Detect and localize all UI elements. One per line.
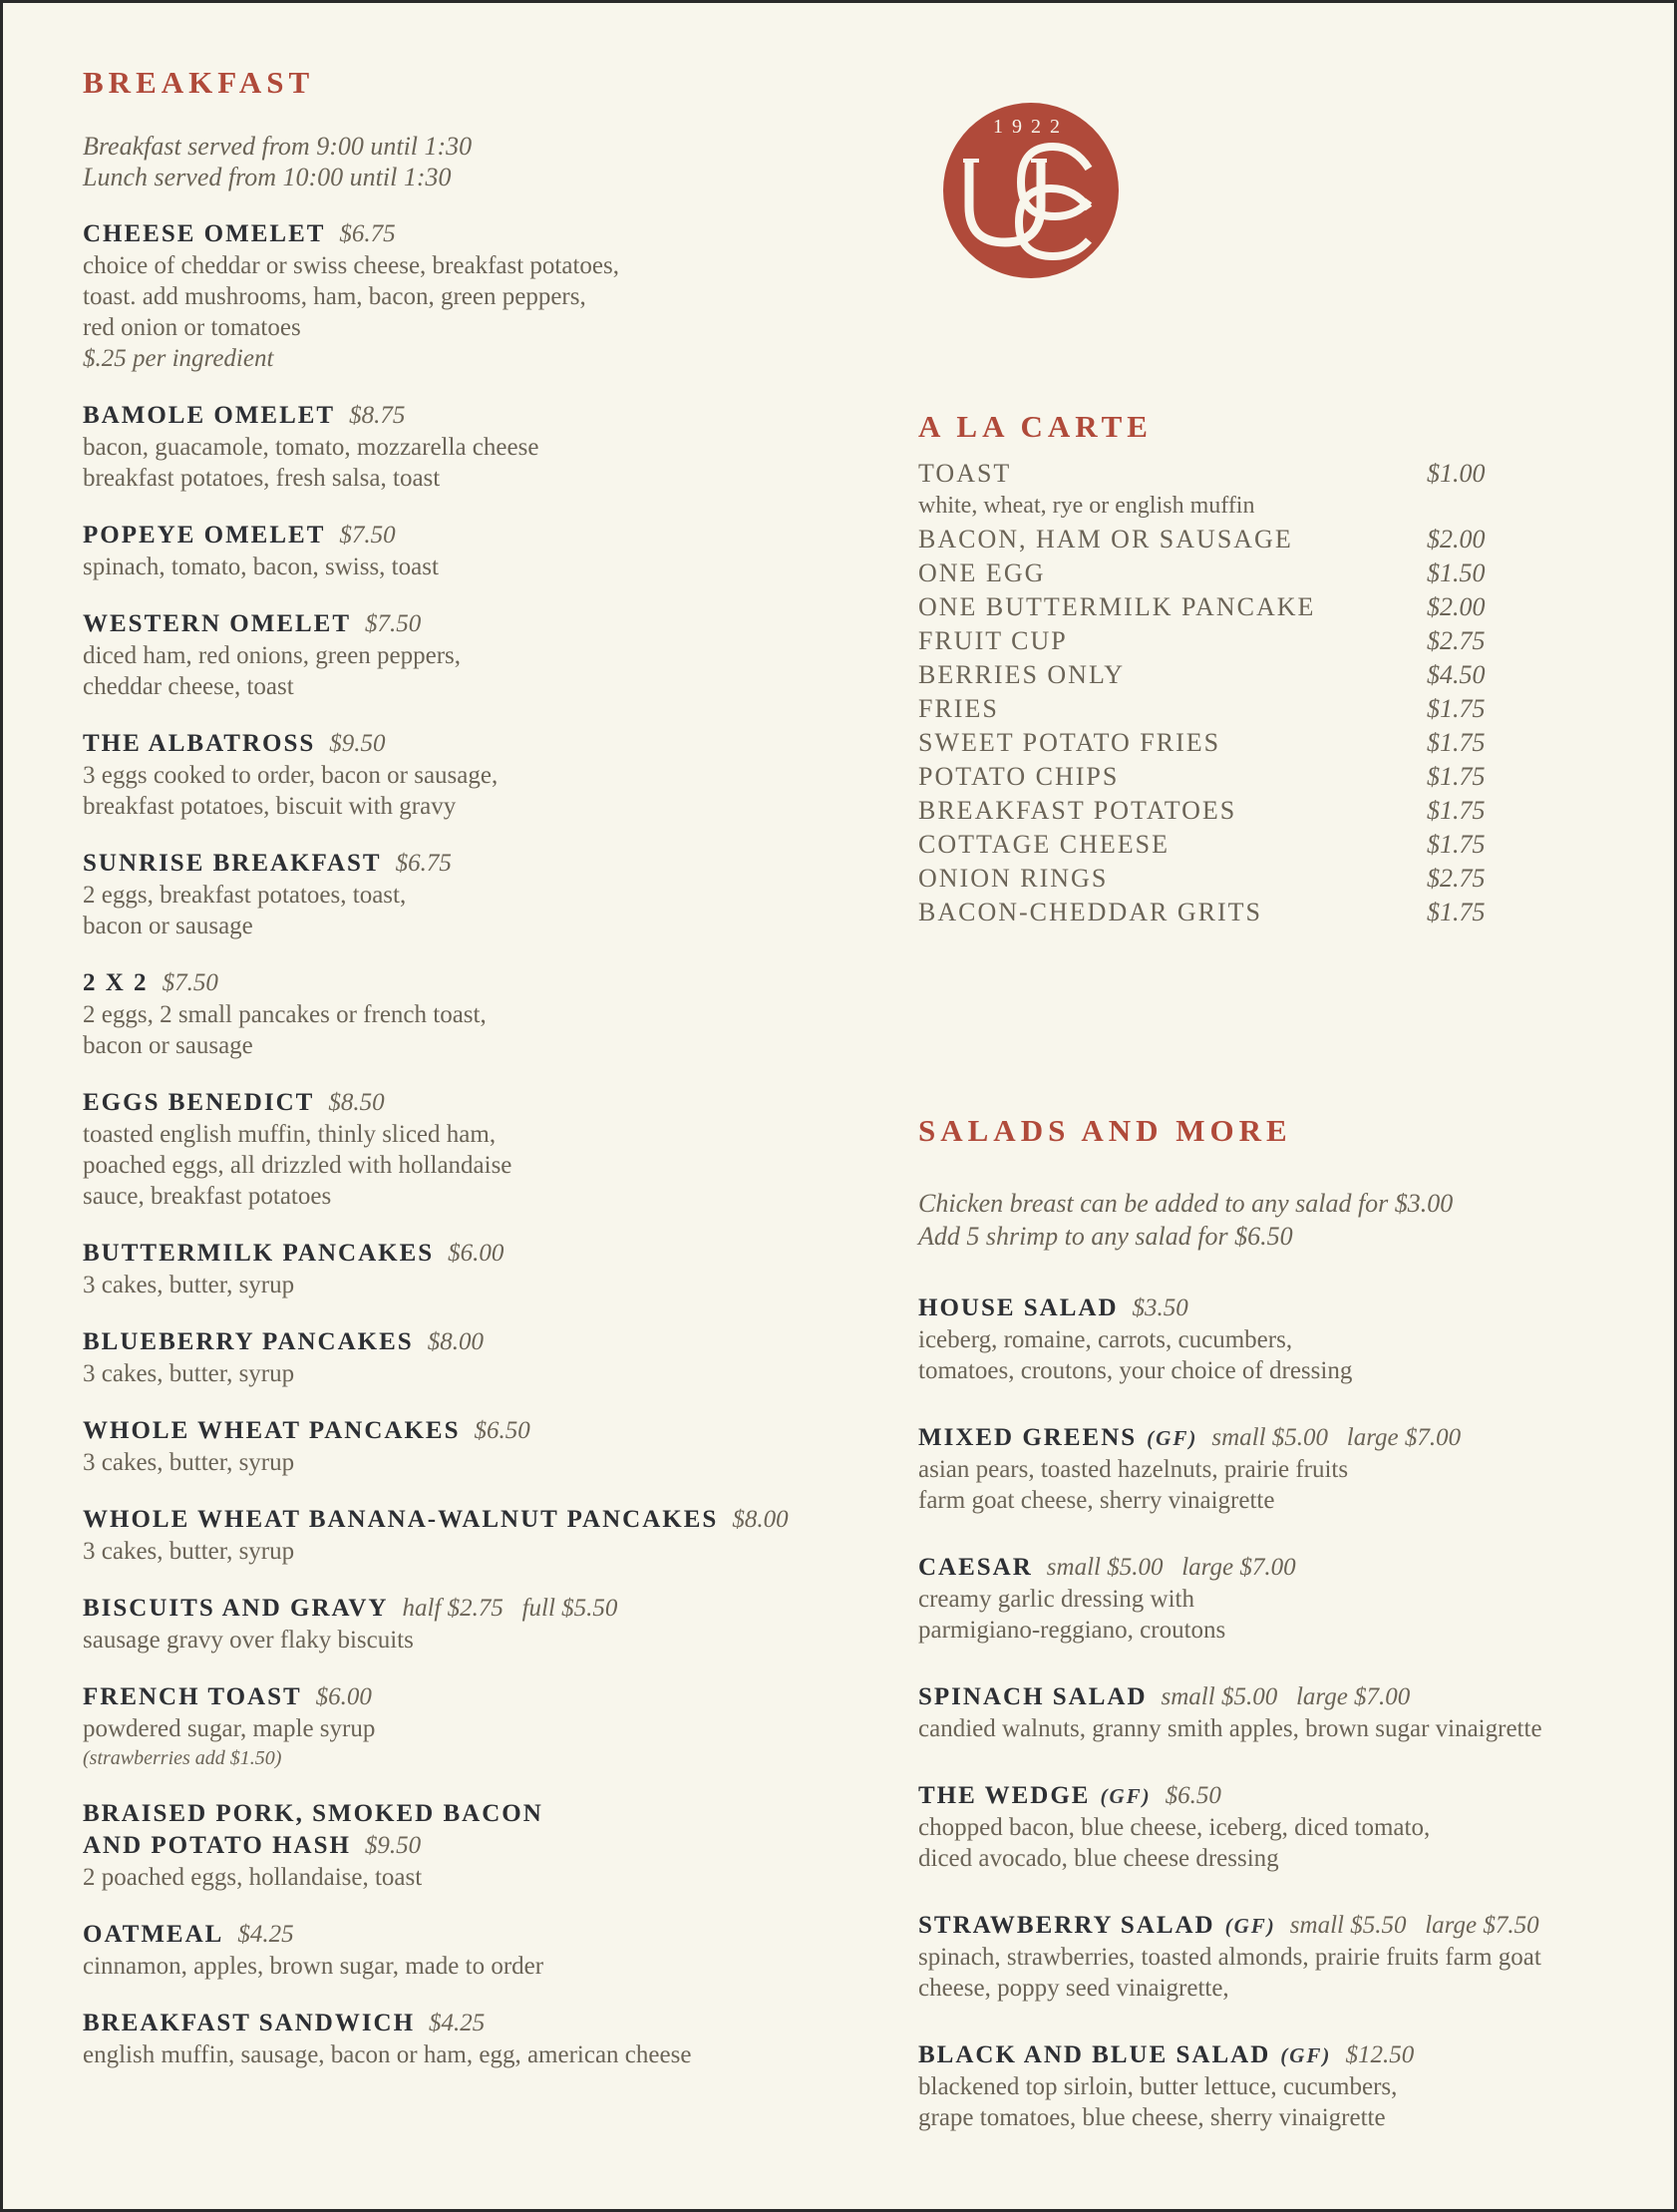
menu-item-note: $.25 per ingredient: [83, 345, 274, 372]
breakfast-hours: [83, 131, 880, 192]
menu-item-header: [83, 1504, 880, 1536]
a-la-carte-item-price: $1.50: [1427, 558, 1486, 587]
menu-item-price: small $5.00 large $7.00: [1211, 1424, 1462, 1451]
menu-item-header: [83, 400, 880, 432]
menu-item-header: [83, 1593, 880, 1625]
menu-item-name: BRAISED PORK, SMOKED BACON: [83, 1800, 543, 1827]
menu-item-description: 2 eggs, 2 small pancakes or french toast,: [83, 1001, 487, 1028]
a-la-carte-row: [918, 592, 1536, 626]
chicken-add-on-note: Chicken breast can be added to any salad for $3.00: [918, 1189, 1454, 1218]
menu-item: [83, 1798, 880, 1893]
breakfast-items: [83, 218, 880, 2070]
a-la-carte-row: [918, 558, 1536, 592]
menu-item-description: 2 poached eggs, hollandaise, toast: [83, 1864, 423, 1891]
menu-item-price: $9.50: [329, 730, 386, 757]
shrimp-add-on-note: Add 5 shrimp to any salad for $6.50: [918, 1222, 1293, 1251]
menu-item-name: EGGS BENEDICT: [83, 1089, 315, 1116]
salads-section: [918, 1113, 1636, 2133]
menu-item-description: 3 cakes, butter, syrup: [83, 1272, 295, 1298]
menu-item: [83, 1593, 880, 1656]
menu-item: [83, 967, 880, 1061]
menu-item-description: bacon or sausage: [83, 913, 253, 939]
menu-item-description: cheddar cheese, toast: [83, 673, 294, 700]
menu-item-header: [83, 218, 880, 250]
menu-item-header: [83, 1830, 880, 1862]
menu-item-price: $9.50: [364, 1832, 422, 1859]
menu-item-description: blackened top sirloin, butter lettuce, cucumbers,: [918, 2073, 1398, 2100]
menu-item-name: OATMEAL: [83, 1921, 224, 1948]
menu-item-header: [83, 848, 880, 880]
menu-item-description: breakfast potatoes, biscuit with gravy: [83, 793, 457, 820]
menu-item-price: $6.75: [395, 850, 452, 877]
a-la-carte-list: [918, 459, 1536, 931]
a-la-carte-item-name: TOAST: [918, 459, 1012, 488]
a-la-carte-item-name: FRUIT CUP: [918, 626, 1068, 655]
menu-item-description: sauce, breakfast potatoes: [83, 1183, 332, 1210]
menu-item-price: $8.50: [328, 1089, 385, 1116]
menu-item-description: chopped bacon, blue cheese, iceberg, diced tomato,: [918, 1814, 1431, 1841]
breakfast-section: [83, 65, 880, 2070]
menu-item-header: [83, 608, 880, 640]
menu-item-header: [83, 2008, 880, 2039]
menu-item-header: [918, 1422, 1636, 1454]
menu-item-header: [918, 1910, 1636, 1942]
a-la-carte-item-name: BACON-CHEDDAR GRITS: [918, 898, 1262, 926]
breakfast-hours-line: Breakfast served from 9:00 until 1:30: [83, 132, 473, 161]
a-la-carte-item-price: $2.00: [1427, 592, 1486, 621]
a-la-carte-item-price: $2.00: [1427, 525, 1486, 553]
menu-item-price: $4.25: [429, 2010, 486, 2036]
menu-item-price: half $2.75 full $5.50: [402, 1595, 618, 1622]
a-la-carte-row: [918, 626, 1536, 660]
menu-item-price: small $5.00 large $7.00: [1046, 1554, 1296, 1581]
menu-item: [918, 1910, 1636, 2004]
menu-item-description: cheese, poppy seed vinaigrette,: [918, 1975, 1229, 2002]
club-logo: [943, 103, 1119, 278]
menu-item: [918, 1681, 1636, 1744]
a-la-carte-item-price: $1.75: [1427, 762, 1486, 791]
menu-item: [83, 1919, 880, 1982]
menu-item-name: BUTTERMILK PANCAKES: [83, 1240, 435, 1267]
menu-item: [83, 1326, 880, 1389]
lunch-hours-line: Lunch served from 10:00 until 1:30: [83, 163, 452, 191]
a-la-carte-item-price: $1.75: [1427, 898, 1486, 926]
menu-item-name: BAMOLE OMELET: [83, 402, 336, 429]
menu-item-header: [83, 728, 880, 760]
menu-item-description: farm goat cheese, sherry vinaigrette: [918, 1487, 1275, 1514]
menu-item-description: creamy garlic dressing with: [918, 1586, 1194, 1613]
menu-item: [83, 608, 880, 702]
menu-item-description: 3 eggs cooked to order, bacon or sausage,: [83, 762, 499, 789]
menu-item-header: [83, 1415, 880, 1447]
menu-item-price: $7.50: [162, 969, 218, 996]
a-la-carte-item-price: $1.75: [1427, 796, 1486, 825]
menu-item-description: poached eggs, all drizzled with hollandaise: [83, 1152, 512, 1179]
menu-item-name: FRENCH TOAST: [83, 1683, 302, 1710]
salads-title: SALADS AND MORE: [918, 1113, 1292, 1148]
menu-item-name: SUNRISE BREAKFAST: [83, 850, 382, 877]
menu-item-price: $6.50: [474, 1417, 530, 1444]
menu-item-header: [83, 1238, 880, 1270]
a-la-carte-item-name: BERRIES ONLY: [918, 660, 1126, 689]
menu-item-name: THE WEDGE: [918, 1782, 1091, 1809]
menu-item-name: BLACK AND BLUE SALAD: [918, 2041, 1271, 2068]
menu-item-description: powdered sugar, maple syrup: [83, 1715, 376, 1742]
a-la-carte-row: [918, 898, 1536, 931]
menu-item-description: red onion or tomatoes: [83, 314, 301, 341]
logo-year: 1922: [993, 116, 1069, 138]
menu-item: [83, 728, 880, 822]
menu-item-price: $8.00: [427, 1328, 484, 1355]
menu-item-price: small $5.50 large $7.50: [1289, 1912, 1539, 1939]
menu-item: [83, 1087, 880, 1212]
menu-item-header: [83, 1919, 880, 1951]
a-la-carte-row: [918, 694, 1536, 728]
menu-item-description: 2 eggs, breakfast potatoes, toast,: [83, 882, 407, 909]
menu-item-name: HOUSE SALAD: [918, 1294, 1119, 1321]
menu-item-description: diced avocado, blue cheese dressing: [918, 1845, 1279, 1872]
menu-item-description: toasted english muffin, thinly sliced ham,: [83, 1121, 497, 1148]
menu-item-description: 3 cakes, butter, syrup: [83, 1538, 295, 1565]
menu-item-price: $8.75: [349, 402, 406, 429]
logo-monogram-icon: [943, 103, 1119, 278]
menu-item-description: spinach, strawberries, toasted almonds, prairie fruits farm goat: [918, 1944, 1541, 1971]
menu-item-name: STRAWBERRY SALAD: [918, 1912, 1215, 1939]
a-la-carte-row: [918, 796, 1536, 830]
a-la-carte-item-name: COTTAGE CHEESE: [918, 830, 1170, 859]
a-la-carte-item-name: FRIES: [918, 694, 999, 723]
menu-item-header: [918, 2039, 1636, 2071]
menu-item-description: 3 cakes, butter, syrup: [83, 1360, 295, 1387]
menu-item-header: [918, 1552, 1636, 1584]
menu-item-price: $8.00: [732, 1506, 789, 1533]
menu-item-description: grape tomatoes, blue cheese, sherry vinaigrette: [918, 2104, 1386, 2131]
menu-item: [83, 400, 880, 494]
a-la-carte-row: [918, 459, 1536, 493]
menu-item: [918, 1422, 1636, 1516]
menu-item-description: english muffin, sausage, bacon or ham, egg, american cheese: [83, 2041, 692, 2068]
menu-item-name: WHOLE WHEAT BANANA-WALNUT PANCAKES: [83, 1506, 719, 1533]
menu-item-price: $6.00: [448, 1240, 504, 1267]
menu-item-header: [918, 1292, 1636, 1324]
a-la-carte-section: [918, 409, 1536, 931]
breakfast-title: BREAKFAST: [83, 65, 315, 100]
menu-item-price: $6.00: [315, 1683, 372, 1710]
menu-item-header: [83, 520, 880, 552]
a-la-carte-item-name: BACON, HAM OR SAUSAGE: [918, 525, 1293, 553]
menu-item: [83, 1681, 880, 1772]
menu-item-price: $6.75: [339, 220, 396, 247]
menu-item-description: 3 cakes, butter, syrup: [83, 1449, 295, 1476]
a-la-carte-item-name: ONION RINGS: [918, 864, 1109, 893]
menu-item-name: POPEYE OMELET: [83, 522, 326, 549]
menu-item: [918, 2039, 1636, 2133]
menu-item: [918, 1780, 1636, 1874]
menu-item: [918, 1552, 1636, 1646]
menu-item-header: [83, 1681, 880, 1713]
menu-item-price: small $5.00 large $7.00: [1161, 1683, 1411, 1710]
menu-item-description: bacon or sausage: [83, 1032, 253, 1059]
menu-item-name: WESTERN OMELET: [83, 610, 352, 637]
gluten-free-badge: (GF): [1147, 1426, 1198, 1450]
menu-item-name: MIXED GREENS: [918, 1424, 1138, 1451]
menu-item-description: iceberg, romaine, carrots, cucumbers,: [918, 1326, 1293, 1353]
menu-item-name: THE ALBATROSS: [83, 730, 316, 757]
a-la-carte-row: [918, 525, 1536, 558]
salad-items: [918, 1292, 1636, 2133]
gluten-free-badge: (GF): [1100, 1784, 1152, 1808]
salad-add-ons: [918, 1187, 1636, 1253]
a-la-carte-item-price: $1.75: [1427, 694, 1486, 723]
menu-item-description: tomatoes, croutons, your choice of dressing: [918, 1357, 1353, 1384]
menu-item-name: 2 X 2: [83, 969, 149, 996]
menu-item-price: $4.25: [237, 1921, 294, 1948]
menu-item-description: asian pears, toasted hazelnuts, prairie fruits: [918, 1456, 1349, 1483]
menu-item-header: [83, 1798, 880, 1830]
menu-item-price: $7.50: [365, 610, 422, 637]
a-la-carte-item-name: SWEET POTATO FRIES: [918, 728, 1221, 757]
menu-item-note: (strawberries add $1.50): [83, 1747, 282, 1769]
menu-item-price: $7.50: [339, 522, 396, 549]
menu-item-description: choice of cheddar or swiss cheese, breakfast potatoes,: [83, 252, 619, 279]
a-la-carte-item-price: $4.50: [1427, 660, 1486, 689]
menu-item-name: SPINACH SALAD: [918, 1683, 1148, 1710]
menu-item: [83, 848, 880, 941]
menu-item-name: CAESAR: [918, 1554, 1033, 1581]
menu-item: [83, 1415, 880, 1478]
a-la-carte-item-price: $1.75: [1427, 728, 1486, 757]
a-la-carte-row: [918, 762, 1536, 796]
menu-item-price: $3.50: [1132, 1294, 1188, 1321]
menu-item-name: WHOLE WHEAT PANCAKES: [83, 1417, 461, 1444]
menu-item-header: [83, 967, 880, 999]
a-la-carte-item-price: $2.75: [1427, 864, 1486, 893]
menu-item-description: parmigiano-reggiano, croutons: [918, 1617, 1226, 1644]
menu-item-name: BLUEBERRY PANCAKES: [83, 1328, 414, 1355]
menu-item-header: [918, 1681, 1636, 1713]
a-la-carte-item-name: BREAKFAST POTATOES: [918, 796, 1237, 825]
menu-item: [83, 1504, 880, 1567]
gluten-free-badge: (GF): [1280, 2043, 1332, 2067]
menu-item-description: toast. add mushrooms, ham, bacon, green peppers,: [83, 283, 586, 310]
menu-item-description: cinnamon, apples, brown sugar, made to order: [83, 1953, 544, 1980]
a-la-carte-row: [918, 728, 1536, 762]
a-la-carte-item-description: white, wheat, rye or english muffin: [918, 493, 1255, 519]
menu-item-name: AND POTATO HASH: [83, 1832, 351, 1859]
a-la-carte-item-name: ONE EGG: [918, 558, 1046, 587]
menu-item-description: bacon, guacamole, tomato, mozzarella cheese: [83, 434, 539, 461]
a-la-carte-row: [918, 660, 1536, 694]
a-la-carte-item-price: $1.75: [1427, 830, 1486, 859]
a-la-carte-item-price: $1.00: [1427, 459, 1486, 488]
a-la-carte-row: [918, 830, 1536, 864]
menu-item: [918, 1292, 1636, 1386]
menu-item: [83, 520, 880, 582]
menu-item-description: sausage gravy over flaky biscuits: [83, 1627, 414, 1654]
menu-item-header: [83, 1326, 880, 1358]
menu-item-price: $12.50: [1345, 2041, 1415, 2068]
menu-item-name: BISCUITS AND GRAVY: [83, 1595, 389, 1622]
menu-item: [83, 1238, 880, 1300]
menu-item-description: spinach, tomato, bacon, swiss, toast: [83, 553, 439, 580]
menu-item-name: BREAKFAST SANDWICH: [83, 2010, 416, 2036]
menu-item-description: breakfast potatoes, fresh salsa, toast: [83, 465, 441, 492]
a-la-carte-row: [918, 864, 1536, 898]
menu-item-header: [918, 1780, 1636, 1812]
menu-item: [83, 218, 880, 374]
menu-item-description: diced ham, red onions, green peppers,: [83, 642, 462, 669]
menu-item-price: $6.50: [1165, 1782, 1221, 1809]
menu-item-description: candied walnuts, granny smith apples, brown sugar vinaigrette: [918, 1715, 1542, 1742]
a-la-carte-item-price: $2.75: [1427, 626, 1486, 655]
a-la-carte-item-name: ONE BUTTERMILK PANCAKE: [918, 592, 1316, 621]
a-la-carte-item-name: POTATO CHIPS: [918, 762, 1120, 791]
menu-item: [83, 2008, 880, 2070]
a-la-carte-title: A LA CARTE: [918, 409, 1153, 444]
gluten-free-badge: (GF): [1224, 1914, 1276, 1938]
menu-item-header: [83, 1087, 880, 1119]
menu-item-name: CHEESE OMELET: [83, 220, 326, 247]
